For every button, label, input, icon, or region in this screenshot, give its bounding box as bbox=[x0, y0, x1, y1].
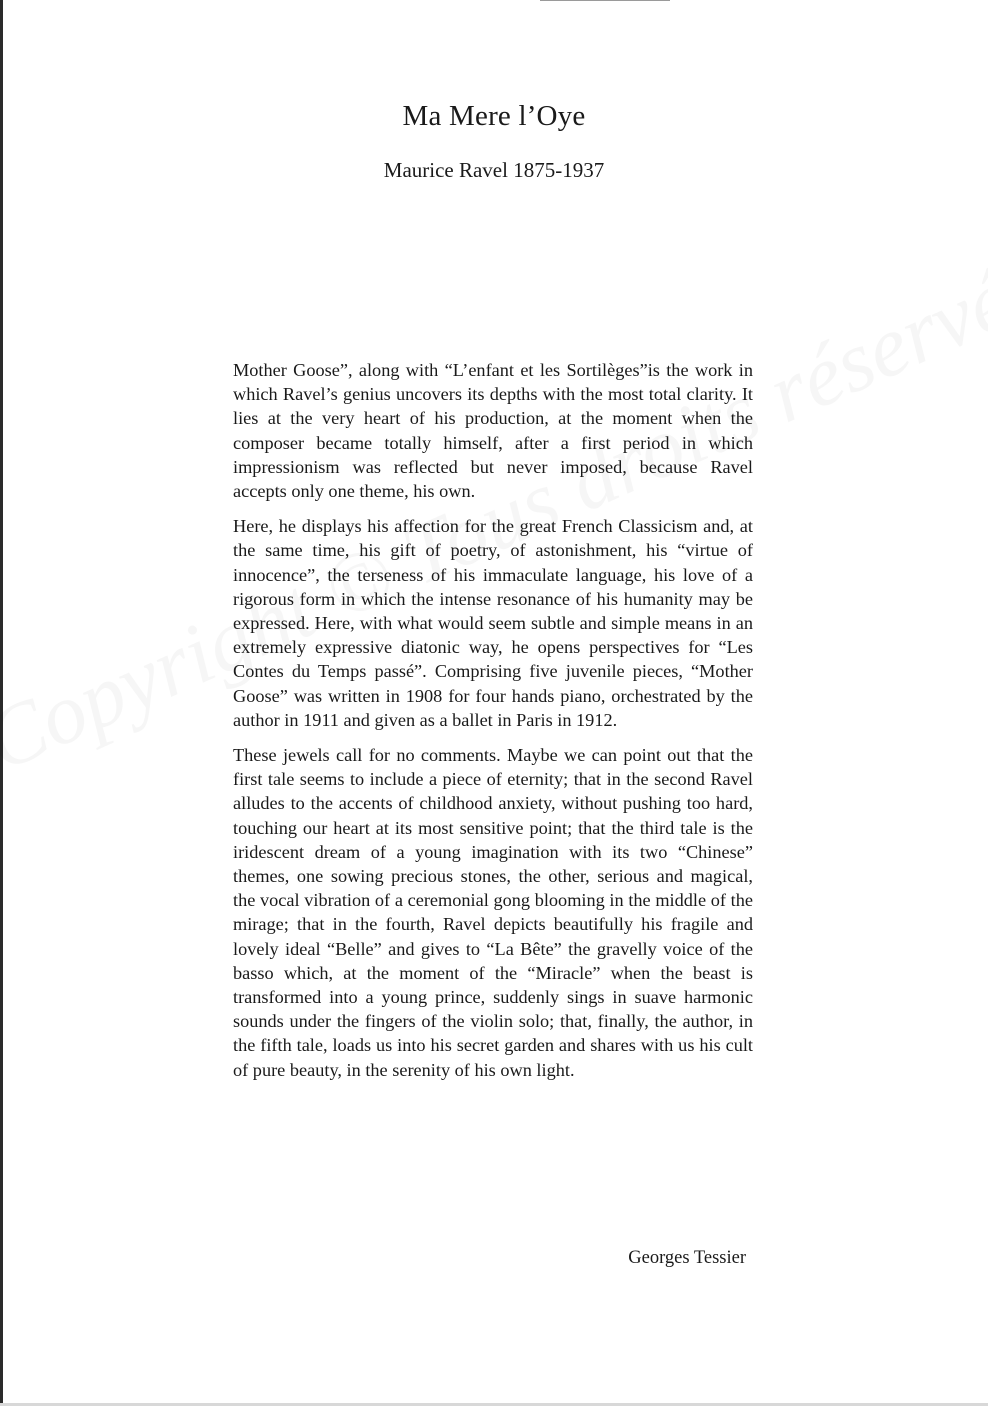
page-title: Ma Mere l’Oye bbox=[402, 100, 586, 132]
paragraph-1: Mother Goose”, along with “L’enfant et les Sortilèges”is the work in which Ravel’s genius uncovers its depths with the most total clarity. It lies at the very heart of his production, at the moment when the composer became totally himself, after a first period in which impressionism was reflected but never imposed, because Ravel accepts only one theme, his own. bbox=[233, 360, 753, 502]
paragraph-3: These jewels call for no comments. Maybe we can point out that the first tale seems to include a piece of eternity; that in the second Ravel alludes to the accents of childhood anxiety, without pushing too hard, touching our heart at its most sensitive point; that the third tale is the iridescent dream of a young imagination with its two “Chinese” themes, one sowing precious stones, the other, serious and magical, the vocal vibration of a ceremonial gong blooming in the middle of the mirage; that in the fourth, Ravel depicts beautifully his fragile and lovely ideal “Belle” and gives to “La Bête” the gravelly voice of the basso which, at the moment of the “Miracle” when the beast is transformed into a young prince, suddenly sings in suave harmonic sounds under the fingers of the violin solo; that, finally, the author, in the fifth tale, loads us into his secret garden and shares with us his cult of pure beauty, in the serenity of his own light. bbox=[233, 745, 753, 1080]
essay-body bbox=[233, 358, 753, 1093]
author-signature: Georges Tessier bbox=[628, 1248, 746, 1268]
paragraph-2: Here, he displays his affection for the great French Classicism and, at the same time, his gift of poetry, of astonishment, his “virtue of innocence”, the terseness of his immaculate language, his love of a rigorous form in which the intense resonance of his humanity may be expressed. Here, with what would seem subtle and simple means in an extremely expressive diatonic way, he opens perspectives for “Les Contes du Temps passé”. Comprising five juvenile pieces, “Mother Goose” was written in 1908 for four hands piano, orchestrated by the author in 1911 and given as a ballet in Paris in 1912. bbox=[233, 516, 753, 730]
scan-edge-left bbox=[0, 0, 3, 1406]
composer-subtitle: Maurice Ravel 1875-1937 bbox=[383, 158, 605, 182]
scan-edge-top bbox=[540, 0, 670, 1]
